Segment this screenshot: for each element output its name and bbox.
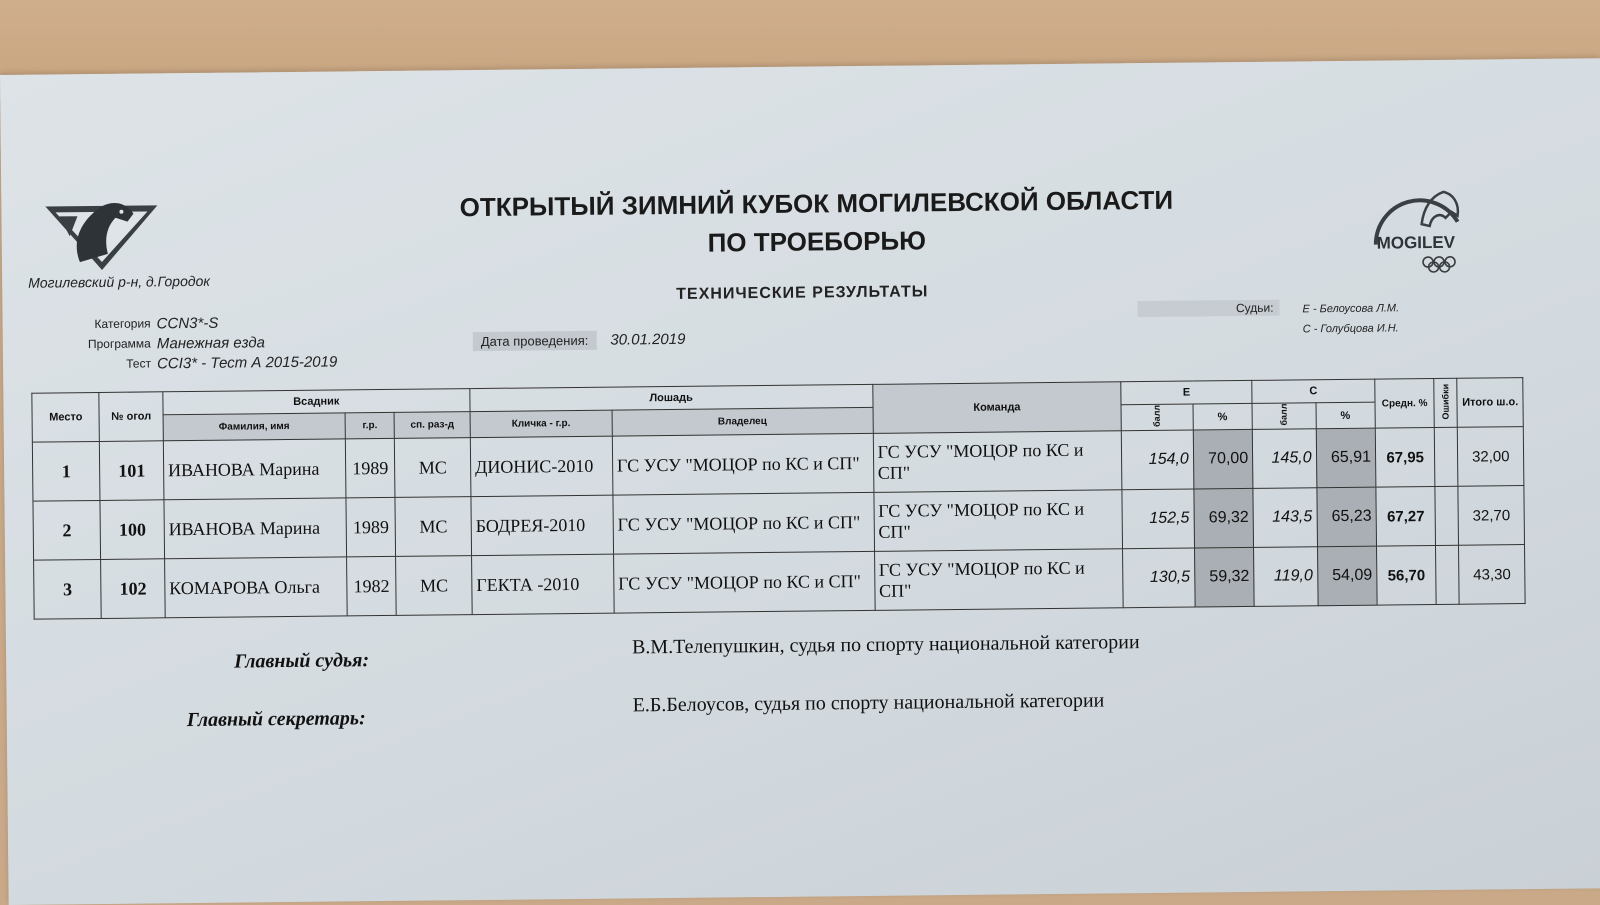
cell-e-percent: 69,32	[1194, 488, 1254, 548]
cell-c-score: 143,5	[1253, 488, 1317, 548]
cell-year: 1982	[347, 556, 397, 616]
header-judge-e: E	[1121, 380, 1252, 404]
mogilev-logo	[1361, 182, 1472, 275]
event-date	[473, 330, 686, 351]
document-subtitle: ТЕХНИЧЕСКИЕ РЕЗУЛЬТАТЫ	[676, 283, 929, 303]
cell-owner: ГС УСУ "МОЦОР по КС и СП"	[612, 433, 873, 495]
cell-team: ГС УСУ "МОЦОР по КС и СП"	[874, 549, 1123, 611]
judges-panel	[1137, 300, 1400, 336]
mogilev-logo-text: MOGILEV	[1376, 232, 1456, 253]
cell-place: 1	[32, 441, 100, 501]
cell-e-score: 130,5	[1123, 548, 1195, 608]
header-bib: № огол	[99, 392, 163, 442]
chief-judge-value: В.М.Телепушкин, судья по спорту национальной категории	[631, 631, 1140, 659]
header-rider-name: Фамилия, имя	[163, 413, 345, 441]
header-e-score-cell	[1121, 404, 1193, 431]
header-rider: Всадник	[163, 389, 470, 415]
cell-place: 3	[34, 559, 102, 619]
cell-rank: МС	[395, 497, 471, 557]
cell-year: 1989	[346, 497, 396, 557]
cell-bib: 101	[100, 441, 164, 501]
results-table	[31, 377, 1525, 620]
document-title	[421, 180, 1212, 264]
category-label: Категория	[94, 316, 151, 332]
cell-owner: ГС УСУ "МОЦОР по КС и СП"	[613, 551, 874, 613]
cell-average: 67,27	[1376, 486, 1436, 546]
cell-horse: ДИОНИС-2010	[470, 436, 613, 496]
cell-bib: 100	[100, 500, 164, 560]
cell-errors	[1435, 486, 1459, 545]
cell-e-percent: 70,00	[1193, 429, 1253, 489]
program-value: Манежная езда	[156, 333, 266, 352]
competition-meta	[33, 311, 338, 374]
header-errors: Ошибки	[1440, 383, 1452, 420]
results-sheet	[0, 58, 1600, 905]
header-e-percent: %	[1193, 403, 1253, 430]
cell-e-percent: 59,32	[1194, 547, 1254, 607]
cell-horse: ГЕКТА -2010	[471, 554, 614, 614]
judges-list	[1302, 298, 1399, 339]
chief-secretary-value: Е.Б.Белоусов, судья по спорту национальной категории	[632, 689, 1105, 717]
judge-c: С - Голубцова И.Н.	[1302, 322, 1399, 336]
cell-rank: МС	[395, 438, 471, 498]
cell-e-score: 154,0	[1122, 430, 1194, 490]
cell-rank: МС	[396, 556, 472, 616]
title-line-1: ОТКРЫТЫЙ ЗИМНИЙ КУБОК МОГИЛЕВСКОЙ ОБЛАСТИ	[459, 184, 1174, 223]
header-c-score: балл	[1278, 403, 1290, 426]
cell-total: 32,00	[1458, 427, 1524, 487]
header-horse-owner: Владелец	[612, 407, 873, 436]
header-team: Команда	[872, 382, 1121, 434]
title-line-2: ПО ТРОЕБОРЬЮ	[707, 225, 927, 258]
cell-horse: БОДРЕЯ-2010	[471, 495, 614, 555]
meta-test	[33, 351, 337, 374]
cell-average: 67,95	[1375, 427, 1435, 487]
cell-place: 2	[33, 500, 101, 560]
header-e-score: балл	[1151, 404, 1163, 427]
header-horse: Лошадь	[470, 384, 873, 411]
header-c-score-cell	[1252, 403, 1316, 430]
cell-rider: КОМАРОВА Ольга	[164, 557, 347, 618]
cell-total: 32,70	[1458, 486, 1524, 546]
date-value: 30.01.2019	[610, 330, 686, 349]
header-judge-c: C	[1252, 379, 1375, 403]
judges-label: Судьи:	[1137, 300, 1279, 317]
cell-average: 56,70	[1376, 545, 1436, 605]
category-value: CCN3*-S	[156, 314, 219, 332]
cell-c-percent: 54,09	[1317, 546, 1377, 606]
header-rider-year: г.р.	[345, 412, 395, 439]
cell-c-score: 145,0	[1252, 429, 1316, 489]
cell-c-percent: 65,23	[1316, 487, 1376, 547]
header-total: Итого ш.о.	[1457, 378, 1523, 428]
header-errors-cell	[1434, 378, 1458, 427]
cell-c-percent: 65,91	[1316, 428, 1376, 488]
cell-rider: ИВАНОВА Марина	[163, 439, 346, 500]
header-average: Средн. %	[1375, 378, 1435, 428]
cell-errors	[1436, 545, 1460, 604]
cell-e-score: 152,5	[1122, 489, 1194, 549]
horse-club-logo	[41, 191, 162, 272]
chief-judge-label: Главный судья:	[234, 649, 370, 673]
test-value: CCI3* - Тест А 2015-2019	[156, 352, 338, 372]
header-place: Место	[32, 392, 100, 442]
cell-errors	[1435, 427, 1459, 486]
date-label: Дата проведения:	[473, 331, 597, 351]
cell-team: ГС УСУ "МОЦОР по КС и СП"	[873, 490, 1122, 552]
judge-e: Е - Белоусова Л.М.	[1302, 302, 1400, 316]
chief-secretary-label: Главный секретарь:	[186, 707, 366, 732]
program-label: Программа	[87, 336, 151, 352]
cell-bib: 102	[101, 559, 165, 619]
header-rider-rank: сп. раз-д	[394, 412, 470, 439]
cell-owner: ГС УСУ "МОЦОР по КС и СП"	[613, 492, 874, 554]
cell-c-score: 119,0	[1254, 547, 1318, 607]
cell-rider: ИВАНОВА Марина	[164, 498, 347, 559]
cell-total: 43,30	[1459, 545, 1525, 605]
header-c-percent: %	[1316, 402, 1376, 429]
test-label: Тест	[126, 356, 152, 371]
cell-team: ГС УСУ "МОЦОР по КС и СП"	[873, 431, 1122, 493]
header-horse-name: Кличка - г.р.	[470, 410, 612, 437]
organization-location: Могилевский р-н, д.Городок	[28, 272, 211, 291]
cell-year: 1989	[345, 438, 395, 498]
